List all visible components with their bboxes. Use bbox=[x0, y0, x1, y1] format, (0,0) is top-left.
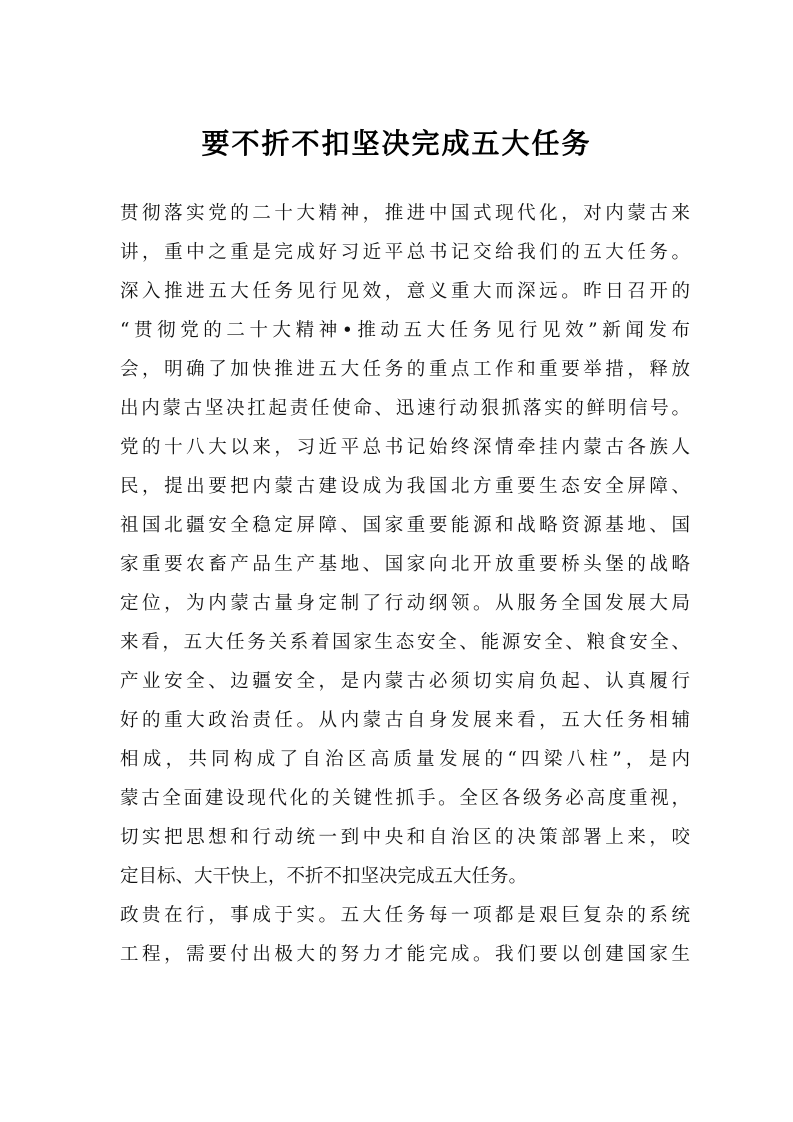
body-line: 贯彻落实党的二十大精神，推进中国式现代化，对内蒙古来 bbox=[120, 203, 690, 224]
body-line: 产业安全、边疆安全，是内蒙古必须切实肩负起、认真履行 bbox=[120, 671, 690, 692]
body-line: 工程，需要付出极大的努力才能完成。我们要以创建国家生 bbox=[120, 944, 690, 965]
body-line: 好的重大政治责任。从内蒙古自身发展来看，五大任务相辅 bbox=[120, 710, 690, 731]
body-line: 讲，重中之重是完成好习近平总书记交给我们的五大任务。 bbox=[120, 242, 690, 263]
body-line: 祖国北疆安全稳定屏障、国家重要能源和战略资源基地、国 bbox=[120, 515, 690, 536]
body-line: 相成，共同构成了自治区高质量发展的“四梁八柱”，是内 bbox=[120, 749, 690, 770]
body-line: 蒙古全面建设现代化的关键性抓手。全区各级务必高度重视， bbox=[120, 788, 690, 809]
body-line: 党的十八大以来，习近平总书记始终深情牵挂内蒙古各族人 bbox=[120, 437, 690, 458]
body-line: 政贵在行，事成于实。五大任务每一项都是艰巨复杂的系统 bbox=[120, 905, 690, 926]
document-title: 要不折不扣坚决完成五大任务 bbox=[201, 127, 592, 160]
body-line: 会，明确了加快推进五大任务的重点工作和重要举措，释放 bbox=[120, 359, 690, 380]
body-line: 定位，为内蒙古量身定制了行动纲领。从服务全国发展大局 bbox=[120, 593, 690, 614]
body-line: 来看，五大任务关系着国家生态安全、能源安全、粮食安全、 bbox=[120, 632, 690, 653]
body-line: 深入推进五大任务见行见效，意义重大而深远。昨日召开的 bbox=[120, 281, 690, 302]
body-line: 家重要农畜产品生产基地、国家向北开放重要桥头堡的战略 bbox=[120, 554, 690, 575]
body-line: 出内蒙古坚决扛起责任使命、迅速行动狠抓落实的鲜明信号。 bbox=[120, 398, 690, 419]
body-line: 定目标、大干快上，不折不扣坚决完成五大任务。 bbox=[120, 866, 528, 887]
body-line: 切实把思想和行动统一到中央和自治区的决策部署上来，咬 bbox=[120, 827, 690, 848]
body-line: “贯彻党的二十大精神•推动五大任务见行见效”新闻发布 bbox=[120, 320, 690, 341]
body-line: 民，提出要把内蒙古建设成为我国北方重要生态安全屏障、 bbox=[120, 476, 690, 497]
document-body bbox=[120, 194, 690, 974]
